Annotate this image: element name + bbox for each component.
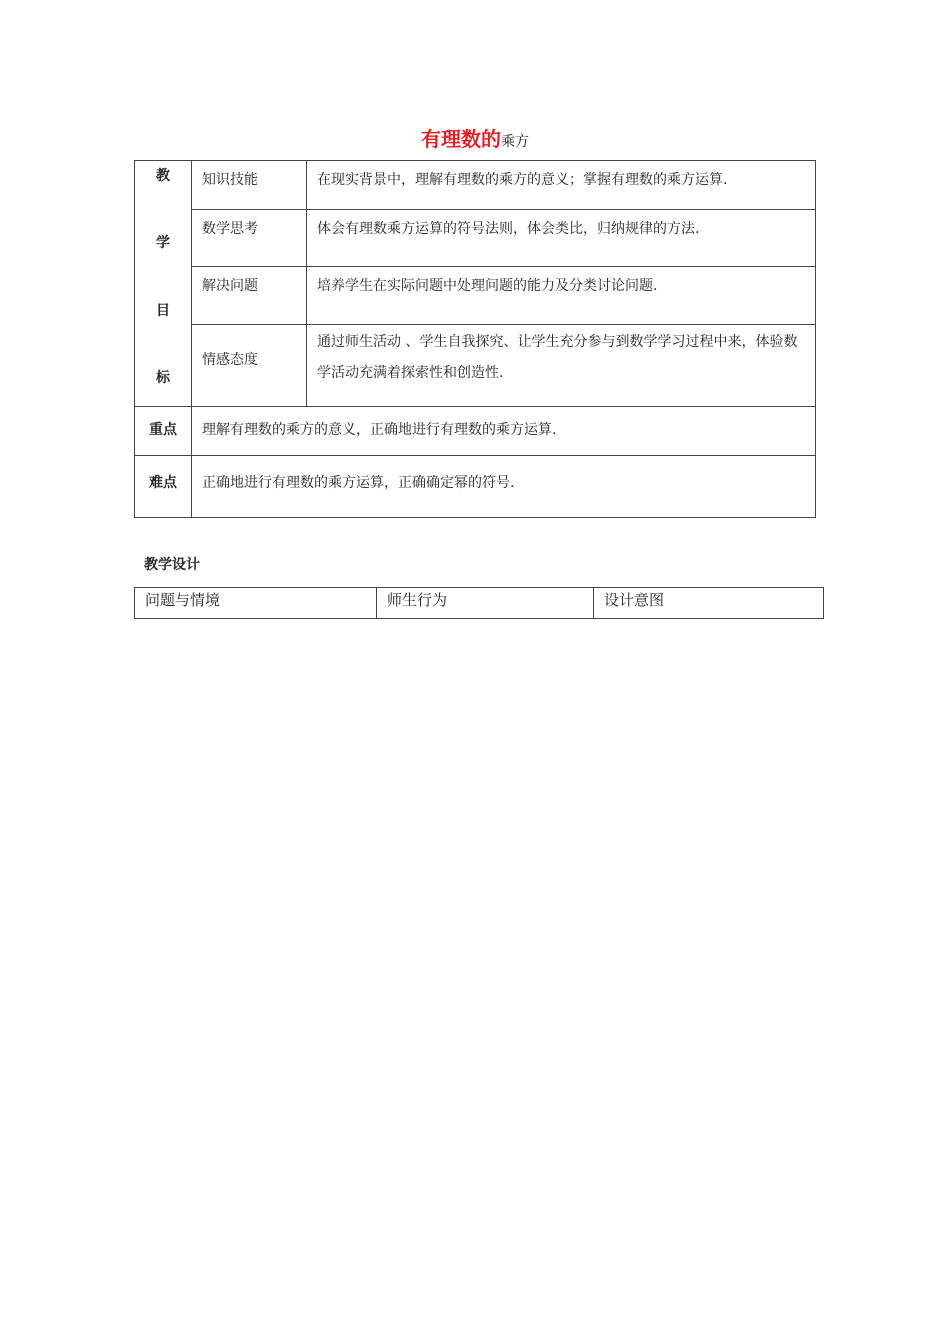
key-point-label: 重点 (135, 407, 192, 456)
design-table (134, 587, 824, 619)
objectives-row-label (135, 161, 192, 407)
objective-label: 数学思考 (192, 210, 307, 267)
objective-text: 体会有理数乘方运算的符号法则，体会类比，归纳规律的方法. (307, 210, 816, 267)
row-label-char: 学 (156, 235, 170, 252)
design-column-header: 师生行为 (377, 588, 594, 619)
objectives-table (134, 160, 816, 518)
row-label-char: 目 (156, 302, 170, 319)
page-title (0, 124, 950, 157)
title-suffix: 乘方 (501, 134, 529, 150)
title-main: 有理数的 (421, 127, 501, 151)
difficulty-label: 难点 (135, 456, 192, 518)
objective-label: 解决问题 (192, 267, 307, 325)
objective-text: 通过师生活动 、学生自我探究、让学生充分参与到数学学习过程中来，体验数学活动充满着探索性和创造性. (307, 325, 816, 407)
design-column-header: 设计意图 (594, 588, 824, 619)
objective-text: 在现实背景中，理解有理数的乘方的意义；掌握有理数的乘方运算. (307, 161, 816, 210)
key-point-text: 理解有理数的乘方的意义，正确地进行有理数的乘方运算. (192, 407, 816, 456)
row-label-char: 教 (156, 168, 170, 184)
design-heading: 教学设计 (144, 557, 200, 573)
row-label-char: 标 (156, 369, 170, 386)
difficulty-text: 正确地进行有理数的乘方运算，正确确定幂的符号. (192, 456, 816, 518)
objective-label: 情感态度 (192, 325, 307, 407)
objective-label: 知识技能 (192, 161, 307, 210)
objective-text: 培养学生在实际问题中处理问题的能力及分类讨论问题. (307, 267, 816, 325)
design-column-header: 问题与情境 (135, 588, 377, 619)
